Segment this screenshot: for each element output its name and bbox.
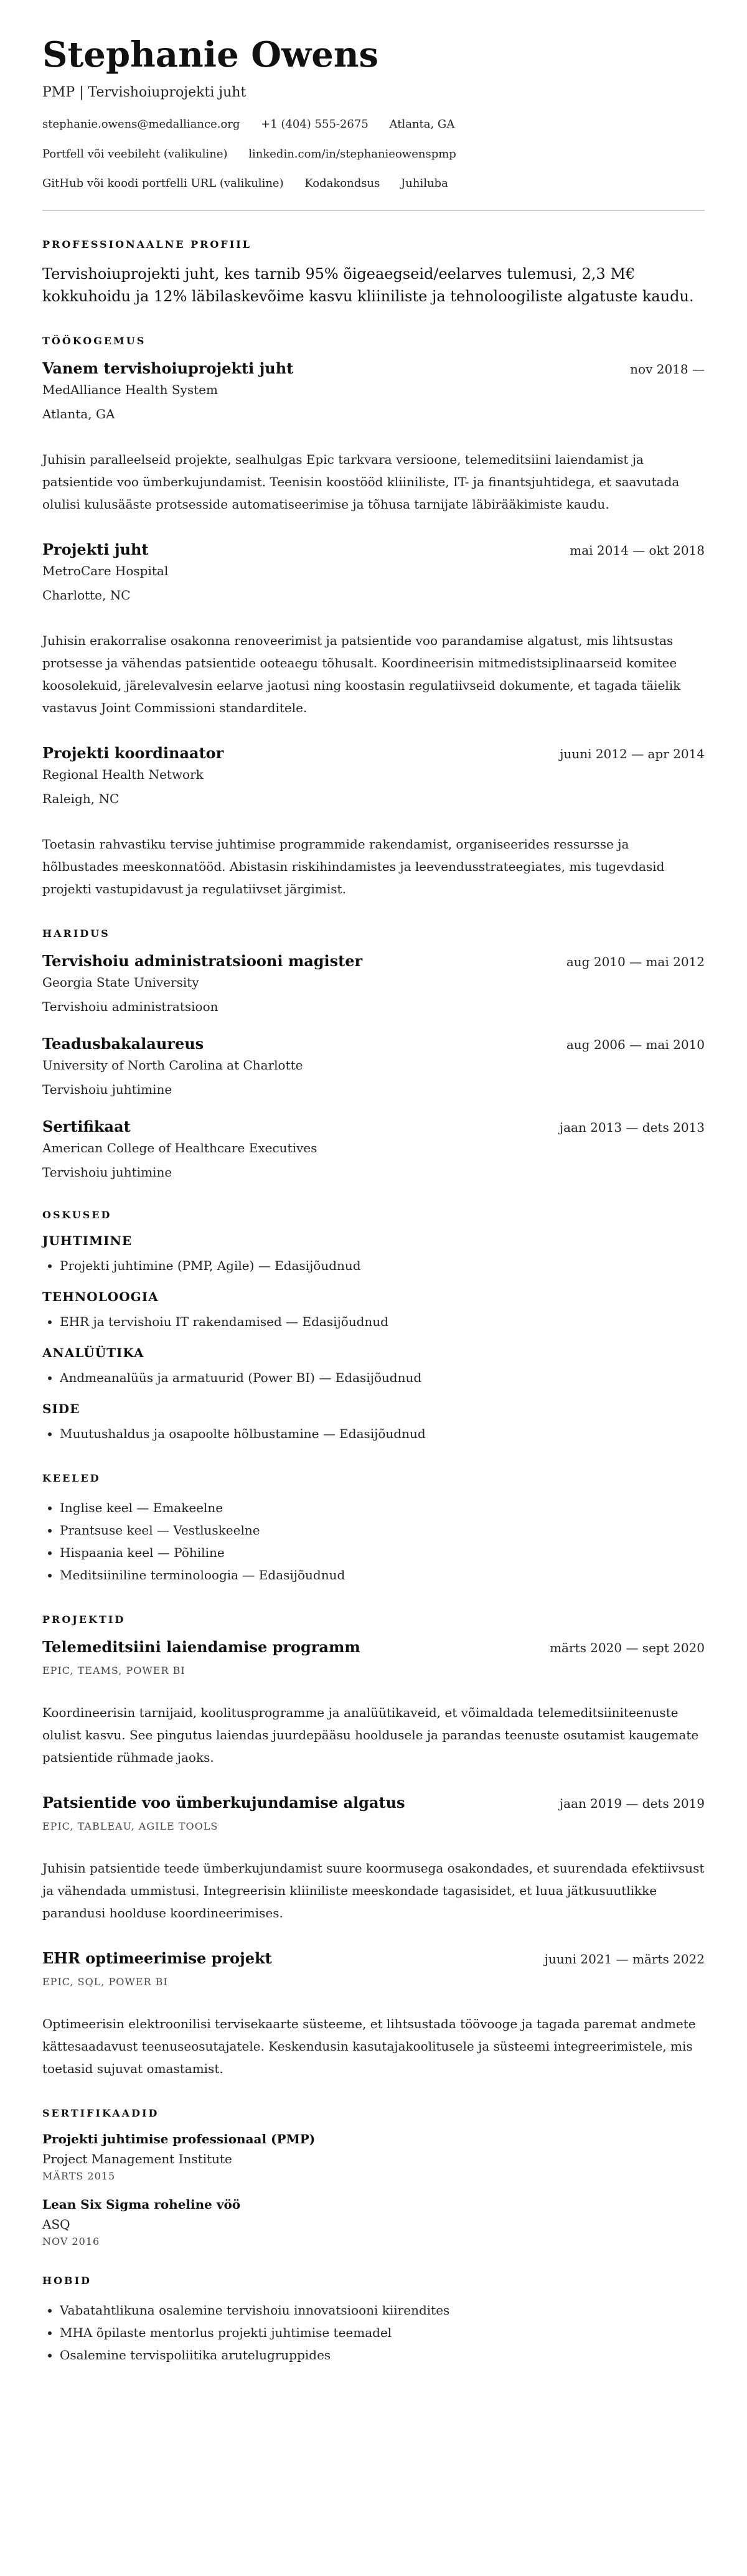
project-title: Telemeditsiini laiendamise programm	[42, 1637, 360, 1656]
contact-row-extra	[42, 176, 705, 191]
field-of-study: Tervishoiu juhtimine	[42, 1081, 172, 1097]
job-title: Projekti juht	[42, 540, 149, 558]
skill-category-title: JUHTIMINE	[42, 1233, 133, 1248]
github-link[interactable]: GitHub või koodi portfelli URL (valikuline)	[42, 176, 284, 190]
skill-category-title: ANALÜÜTIKA	[42, 1345, 144, 1360]
summary-text: Tervishoiuprojekti juht, kes tarnib 95% õigeaegseid/eelarves tulemusi, 2,3 M€ kokkuhoidu ja 12% läbilaskevõime kasvu kliiniliste ja tehnoloogiliste algatuste kaudu.	[42, 265, 694, 305]
education-section	[42, 928, 705, 1182]
skill-list	[42, 1310, 705, 1333]
project-tags: EPIC, TEAMS, POWER BI	[42, 1664, 186, 1676]
linkedin-link[interactable]: linkedin.com/in/stephanieowenspmp	[248, 147, 456, 161]
job-location: Charlotte, NC	[42, 587, 131, 603]
email-link[interactable]: stephanie.owens@medalliance.org	[42, 118, 240, 131]
contact-row-primary	[42, 116, 705, 132]
section-title-education: HARIDUS	[42, 927, 110, 939]
project-tags: EPIC, SQL, POWER BI	[42, 1975, 168, 1988]
languages-section	[42, 1472, 705, 1586]
degree-title: Sertifikaat	[42, 1117, 131, 1135]
summary-section	[42, 238, 705, 308]
project-dates: jaan 2019 — dets 2019	[559, 1795, 705, 1811]
school-name: University of North Carolina at Charlotte	[42, 1057, 303, 1073]
header-divider	[42, 210, 705, 211]
section-title-summary: PROFESSIONAALNE PROFIIL	[42, 238, 251, 250]
experience-entry	[42, 359, 705, 515]
skill-category-title: SIDE	[42, 1401, 80, 1416]
job-organization: MetroCare Hospital	[42, 563, 169, 578]
certification-name: Lean Six Sigma roheline vöö	[42, 2196, 241, 2212]
skill-category-title: TEHNOLOOGIA	[42, 1289, 159, 1304]
language-item: • Hispaania keel — Põhiline	[60, 1541, 705, 1564]
field-of-study: Tervishoiu administratsioon	[42, 999, 218, 1014]
skill-item: • Projekti juhtimine (PMP, Agile) — Edasijõudnud	[60, 1254, 705, 1277]
job-description: Toetasin rahvastiku tervise juhtimise programmide rakendamist, organiseerides ressursse ja hõlbustades meeskonnatööd. Abistasin riskihindamistes ja leevendusstrateegiates, mis tugevdasid projekti vastupidavust ja regulatiivset järgimist.	[42, 836, 665, 896]
candidate-name: Stephanie Owens	[42, 34, 379, 75]
degree-title: Teadusbakalaureus	[42, 1034, 204, 1053]
certification-name: Projekti juhtimise professionaal (PMP)	[42, 2131, 316, 2146]
resume-header	[42, 35, 705, 191]
job-organization: Regional Health Network	[42, 766, 204, 782]
certification-entry	[42, 2197, 705, 2247]
skill-item: • Andmeanalüüs ja armatuurid (Power BI) — Edasijõudnud	[60, 1366, 705, 1389]
candidate-headline: PMP | Tervishoiuprojekti juht	[42, 85, 247, 101]
job-dates: mai 2014 — okt 2018	[570, 542, 705, 558]
experience-entry	[42, 540, 705, 719]
project-title: Patsientide voo ümberkujundamise algatus	[42, 1793, 405, 1812]
hobby-list	[42, 2299, 705, 2366]
experience-entry	[42, 744, 705, 900]
language-item: • Inglise keel — Emakeelne	[60, 1497, 705, 1519]
hobby-item: • MHA õpilaste mentorlus projekti juhtimise teemadel	[60, 2321, 705, 2344]
projects-section	[42, 1614, 705, 2080]
phone-text: +1 (404) 555-2675	[261, 118, 369, 131]
certification-date: NOV 2016	[42, 2235, 100, 2247]
job-title: Vanem tervishoiuprojekti juht	[42, 359, 294, 377]
skill-item: • EHR ja tervishoiu IT rakendamised — Edasijõudnud	[60, 1310, 705, 1333]
certification-issuer: Project Management Institute	[42, 2151, 232, 2166]
section-title-certifications: SERTIFIKAADID	[42, 2107, 159, 2119]
section-title-projects: PROJEKTID	[42, 1613, 126, 1625]
certification-issuer: ASQ	[42, 2216, 70, 2232]
education-entry	[42, 952, 705, 1016]
hobbies-section	[42, 2275, 705, 2366]
project-dates: juuni 2021 — märts 2022	[544, 1951, 705, 1967]
degree-dates: aug 2010 — mai 2012	[566, 954, 705, 969]
job-location: Atlanta, GA	[42, 406, 115, 421]
project-entry	[42, 1949, 705, 2080]
project-description: Juhisin patsientide teede ümberkujundamist suure koormusega osakondades, et suurendada efektiivsust ja vähendada ummistusi. Integreerisin kliiniliste meeskondade tagasisidet, et luua jätkusuutlikke parandusi hoolduse koordineerimises.	[42, 1860, 705, 1920]
degree-dates: aug 2006 — mai 2010	[566, 1037, 705, 1052]
language-list	[42, 1497, 705, 1586]
project-entry	[42, 1793, 705, 1924]
portfolio-link[interactable]: Portfell või veebileht (valikuline)	[42, 147, 228, 161]
skill-item: • Muutushaldus ja osapoolte hõlbustamine — Edasijõudnud	[60, 1422, 705, 1445]
job-location: Raleigh, NC	[42, 791, 120, 806]
section-title-experience: TÖÖKOGEMUS	[42, 334, 146, 347]
certifications-section	[42, 2107, 705, 2247]
project-title: EHR optimeerimise projekt	[42, 1948, 272, 1967]
job-dates: juuni 2012 — apr 2014	[560, 746, 705, 761]
section-title-hobbies: HOBID	[42, 2274, 92, 2287]
degree-dates: jaan 2013 — dets 2013	[559, 1119, 705, 1135]
skills-section	[42, 1209, 705, 1445]
education-entry	[42, 1035, 705, 1099]
job-description: Juhisin paralleelseid projekte, sealhulgas Epic tarkvara versioone, telemeditsiini laiendamist ja patsientide voo ümberkujundamist. Teenisin koostööd kliiniliste, IT- ja finantsjuhtidega, et saavutada olulisi kulusääste protsesside automatiseerimise ja tõhusa tarnijate läbirääkimiste kaudu.	[42, 451, 680, 512]
job-dates: nov 2018 —	[630, 361, 705, 377]
certification-date: MÄRTS 2015	[42, 2169, 116, 2182]
project-description: Koordineerisin tarnijaid, koolitusprogramme ja analüütikaveid, et võimaldada telemeditsiiniteenuste olulist kasvu. See pingutus laiendas juurdepääsu hooldusele ja parandas teenuste osutamist kaugemate patsientide rühmade jaoks.	[42, 1704, 699, 1765]
hobby-item: • Vabatahtlikuna osalemine tervishoiu innovatsiooni kiirendites	[60, 2299, 705, 2321]
certification-entry	[42, 2132, 705, 2182]
job-title: Projekti koordinaator	[42, 743, 224, 762]
location-text: Atlanta, GA	[389, 118, 455, 131]
skill-list	[42, 1422, 705, 1445]
education-entry	[42, 1117, 705, 1182]
license-text: Juhiluba	[401, 176, 448, 190]
project-description: Optimeerisin elektroonilisi tervisekaarte süsteeme, et lihtsustada töövooge ja tagada paremat andmete kättesaadavust teenuseosutajatele. Keskendusin kasutajakoolitusele ja süsteemi integreerimistele, mis toetasid sujuvat omastamist.	[42, 2016, 696, 2076]
skill-list	[42, 1254, 705, 1277]
experience-section	[42, 335, 705, 900]
section-title-skills: OSKUSED	[42, 1208, 112, 1221]
school-name: American College of Healthcare Executives	[42, 1140, 317, 1155]
field-of-study: Tervishoiu juhtimine	[42, 1164, 172, 1180]
hobby-item: • Osalemine tervispoliitika arutelugruppides	[60, 2344, 705, 2366]
language-item: • Meditsiiniline terminoloogia — Edasijõudnud	[60, 1564, 705, 1586]
degree-title: Tervishoiu administratsiooni magister	[42, 951, 363, 970]
project-entry	[42, 1638, 705, 1769]
section-title-languages: KEELED	[42, 1472, 101, 1484]
project-tags: EPIC, TABLEAU, AGILE TOOLS	[42, 1820, 218, 1832]
school-name: Georgia State University	[42, 974, 199, 990]
job-organization: MedAlliance Health System	[42, 382, 218, 397]
skill-list	[42, 1366, 705, 1389]
language-item: • Prantsuse keel — Vestluskeelne	[60, 1519, 705, 1541]
project-dates: märts 2020 — sept 2020	[550, 1640, 705, 1655]
contact-row-links	[42, 146, 705, 162]
job-description: Juhisin erakorralise osakonna renoveerimist ja patsientide voo parandamise algatust, mis lihtsustas protsesse ja vähendas patsientide ooteaegu tõhusalt. Koordineerisin mitmedistsiplinaarseid komitee koosolekuid, järelevalvesin eelarve jaotusi ning koostasin regulatiivseid dokumente, et tagada täielik vastavus Joint Commissioni standarditele.	[42, 632, 681, 715]
citizenship-text: Kodakondsus	[304, 176, 380, 190]
